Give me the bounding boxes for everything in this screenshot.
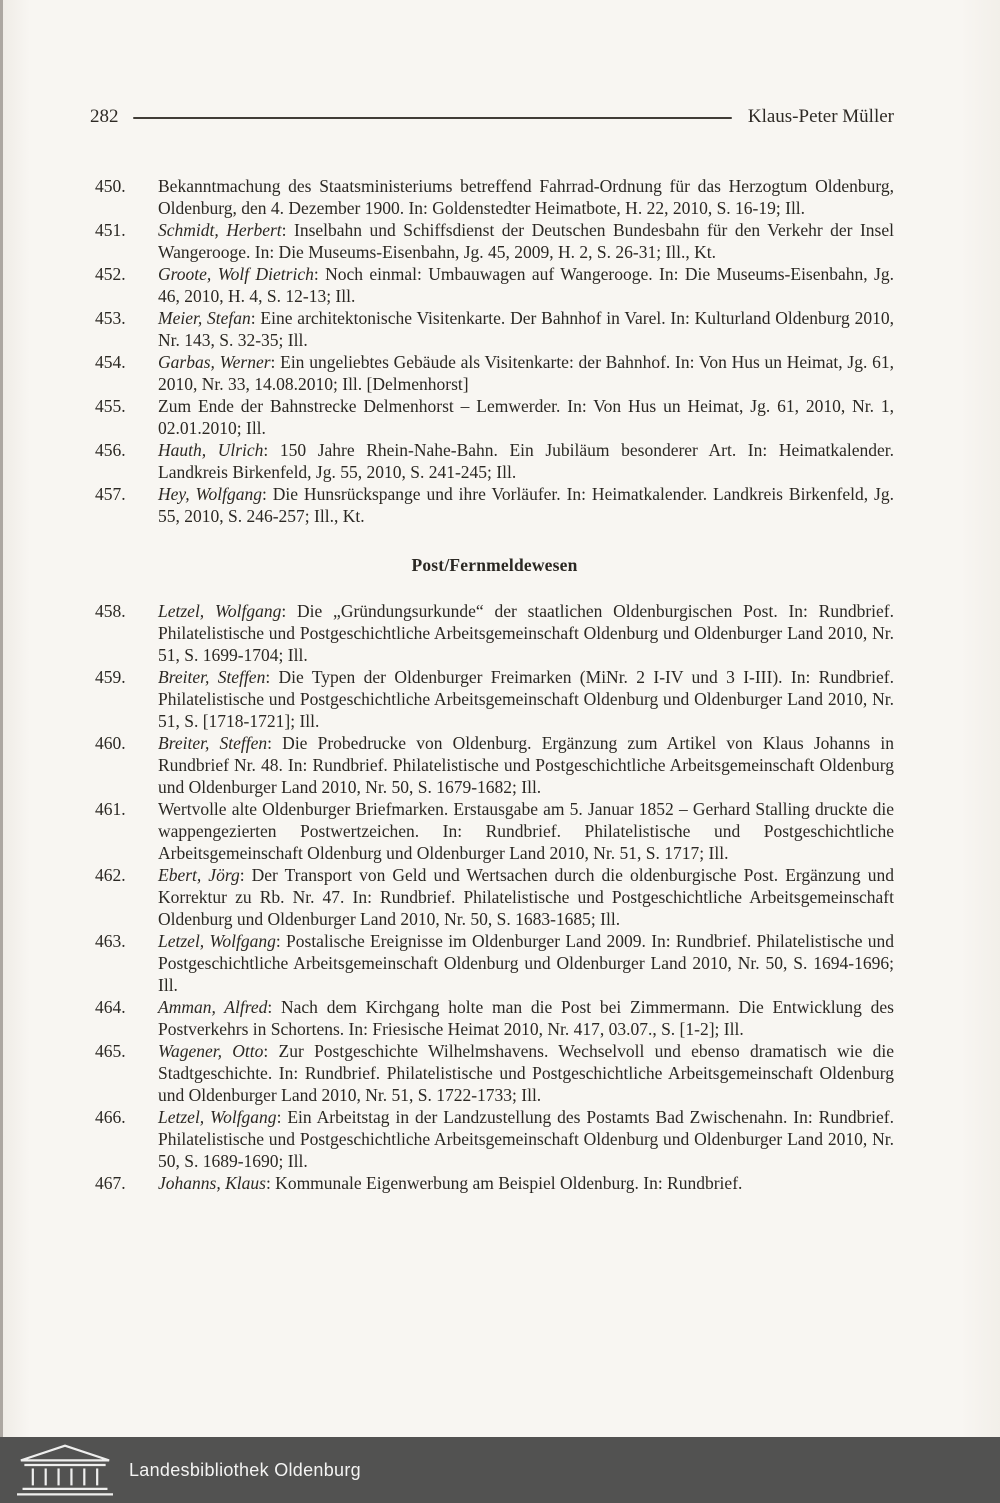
entry-text: : Die „Gründungsurkunde“ der staatlichen Oldenburgischen Post. In: Rundbrief. Philatelistische und Postgeschichtliche Arbeitsgemeinschaft Oldenburg und Oldenburger Land 2010, Nr. 51, S. 1699-1704; Ill.	[158, 601, 894, 665]
entry-author: Letzel, Wolfgang	[158, 1107, 277, 1127]
bibliography-entry	[95, 600, 894, 666]
entry-number: 467.	[95, 1173, 126, 1193]
entry-author: Schmidt, Herbert	[158, 220, 282, 240]
bibliography-entry	[95, 263, 894, 307]
bibliography-entry	[95, 864, 894, 930]
entry-author: Breiter, Steffen	[158, 667, 266, 687]
entry-author: Letzel, Wolfgang	[158, 601, 282, 621]
entry-body	[158, 666, 894, 732]
bibliography-entry	[95, 395, 894, 439]
footer-bar	[0, 1437, 1000, 1503]
section-heading: Post/Fernmeldewesen	[411, 555, 578, 575]
entry-body	[158, 175, 894, 219]
library-building-icon	[13, 1441, 117, 1499]
entry-author: Amman, Alfred	[158, 997, 268, 1017]
bibliography-entry	[95, 732, 894, 798]
entry-text: : Der Transport von Geld und Wertsachen durch die oldenburgische Post. Ergänzung und Korrektur zu Rb. Nr. 47. In: Rundbrief. Philatelistische und Postgeschichtliche Arbeitsgemeinschaft Oldenburg und Oldenburger Land 2010, Nr. 50, S. 1683-1685; Ill.	[158, 865, 894, 929]
entry-body	[158, 1106, 894, 1172]
entry-body	[158, 600, 894, 666]
entry-text: : 150 Jahre Rhein-Nahe-Bahn. Ein Jubiläum besonderer Art. In: Heimatkalender. Landkreis Birkenfeld, Jg. 55, 2010, S. 241-245; Ill.	[158, 440, 894, 482]
entry-text: Zum Ende der Bahnstrecke Delmenhorst – Lemwerder. In: Von Hus un Heimat, Jg. 61, 2010, Nr. 1, 02.01.2010; Ill.	[158, 396, 894, 438]
entry-author: Letzel, Wolfgang	[158, 931, 276, 951]
bibliography-entry	[95, 175, 894, 219]
entry-body	[158, 219, 894, 263]
entry-text: : Inselbahn und Schiffsdienst der Deutschen Bundesbahn für den Verkehr der Insel Wangerooge. In: Die Museums-Eisenbahn, Jg. 45, 2009, H. 2, S. 26-31; Ill., Kt.	[158, 220, 894, 262]
entry-text: : Nach dem Kirchgang holte man die Post bei Zimmermann. Die Entwicklung des Postverkehrs in Schortens. In: Friesische Heimat 2010, Nr. 417, 03.07., S. [1-2]; Ill.	[158, 997, 894, 1039]
entry-number: 455.	[95, 396, 126, 416]
bibliography-entry	[95, 798, 894, 864]
entry-number: 459.	[95, 667, 126, 687]
bibliography	[95, 175, 894, 1194]
entry-number: 458.	[95, 601, 126, 621]
entry-body	[158, 798, 894, 864]
bibliography-entry	[95, 996, 894, 1040]
entry-text: : Eine architektonische Visitenkarte. Der Bahnhof in Varel. In: Kulturland Oldenburg 2010, Nr. 143, S. 32-35; Ill.	[158, 308, 894, 350]
entry-author: Hey, Wolfgang	[158, 484, 262, 504]
entry-number: 452.	[95, 264, 126, 284]
entry-body	[158, 864, 894, 930]
entry-number: 454.	[95, 352, 126, 372]
entry-text: : Die Hunsrückspange und ihre Vorläufer. In: Heimatkalender. Landkreis Birkenfeld, Jg. 55, 2010, S. 246-257; Ill., Kt.	[158, 484, 894, 526]
entry-body	[158, 732, 894, 798]
entry-body	[158, 483, 894, 527]
entry-author: Meier, Stefan	[158, 308, 251, 328]
entry-body	[158, 263, 894, 307]
entry-author: Groote, Wolf Dietrich	[158, 264, 314, 284]
entry-author: Wagener, Otto	[158, 1041, 264, 1061]
entry-author: Garbas, Werner	[158, 352, 271, 372]
entry-number: 451.	[95, 220, 126, 240]
entry-author: Johanns, Klaus	[158, 1173, 266, 1193]
bibliography-entry	[95, 1172, 894, 1194]
entry-author: Ebert, Jörg	[158, 865, 240, 885]
entry-text: : Die Probedrucke von Oldenburg. Ergänzung zum Artikel von Klaus Johanns in Rundbrief Nr. 48. In: Rundbrief. Philatelistische und Postgeschichtliche Arbeitsgemeinschaft Oldenburg und Oldenburger Land 2010, Nr. 50, S. 1679-1682; Ill.	[158, 733, 894, 797]
entry-body	[158, 351, 894, 395]
entry-text: : Ein ungeliebtes Gebäude als Visitenkarte: der Bahnhof. In: Von Hus un Heimat, Jg. 61, 2010, Nr. 33, 14.08.2010; Ill. [Delmenhorst]	[158, 352, 894, 394]
page-number: 282	[90, 106, 119, 127]
entry-body	[158, 1172, 894, 1194]
entry-number: 466.	[95, 1107, 126, 1127]
bibliography-entry	[95, 439, 894, 483]
entry-text: : Kommunale Eigenwerbung am Beispiel Oldenburg. In: Rundbrief.	[265, 1173, 743, 1193]
entry-author: Breiter, Steffen	[158, 733, 268, 753]
entry-body	[158, 996, 894, 1040]
header-rule	[133, 117, 732, 119]
entry-body	[158, 307, 894, 351]
entry-number: 456.	[95, 440, 126, 460]
bibliography-entry	[95, 1106, 894, 1172]
entry-number: 460.	[95, 733, 126, 753]
entry-text: : Die Typen der Oldenburger Freimarken (MiNr. 2 I-IV und 3 I-III). In: Rundbrief. Philatelistische und Postgeschichtliche Arbeitsgemeinschaft Oldenburg und Oldenburger Land 2010, Nr. 51, S. [1718-1721]; Ill.	[158, 667, 894, 731]
entry-body	[158, 930, 894, 996]
entry-number: 463.	[95, 931, 126, 951]
page-header	[90, 106, 894, 128]
entry-text: : Postalische Ereignisse im Oldenburger Land 2009. In: Rundbrief. Philatelistische und Postgeschichtliche Arbeitsgemeinschaft Oldenburg und Oldenburger Land 2010, Nr. 50, S. 1694-1696; Ill.	[158, 931, 894, 995]
bibliography-entry	[95, 666, 894, 732]
entry-text: : Zur Postgeschichte Wilhelmshavens. Wechselvoll und ebenso dramatisch wie die Stadtgeschichte. In: Rundbrief. Philatelistische und Postgeschichtliche Arbeitsgemeinschaft Oldenburg und Oldenburger Land 2010, Nr. 51, S. 1722-1733; Ill.	[158, 1041, 894, 1105]
entry-text: Wertvolle alte Oldenburger Briefmarken. Erstausgabe am 5. Januar 1852 – Gerhard Stalling druckte die wappengezierten Postwertzeichen. In: Rundbrief. Philatelistische und Postgeschichtliche Arbeitsgemeinschaft Oldenburg und Oldenburger Land 2010, Nr. 51, S. 1717; Ill.	[158, 799, 894, 863]
bibliography-entry	[95, 1040, 894, 1106]
bibliography-entry	[95, 351, 894, 395]
entry-number: 461.	[95, 799, 126, 819]
entry-body	[158, 395, 894, 439]
entry-number: 465.	[95, 1041, 126, 1061]
entry-text: : Noch einmal: Umbauwagen auf Wangerooge. In: Die Museums-Eisenbahn, Jg. 46, 2010, H. 4, S. 12-13; Ill.	[158, 264, 894, 306]
entry-number: 457.	[95, 484, 126, 504]
entry-body	[158, 1040, 894, 1106]
entry-number: 464.	[95, 997, 126, 1017]
entry-number: 453.	[95, 308, 126, 328]
entry-text: Bekanntmachung des Staatsministeriums betreffend Fahrrad-Ordnung für das Herzogtum Oldenburg, Oldenburg, den 4. Dezember 1900. In: Goldenstedter Heimatbote, H. 22, 2010, S. 16-19; Ill.	[158, 176, 894, 218]
entry-body	[158, 439, 894, 483]
bibliography-entry	[95, 483, 894, 527]
running-title: Klaus-Peter Müller	[747, 106, 894, 127]
entry-author: Hauth, Ulrich	[158, 440, 264, 460]
bibliography-entry	[95, 219, 894, 263]
bibliography-entry	[95, 307, 894, 351]
entry-number: 450.	[95, 176, 126, 196]
library-name: Landesbibliothek Oldenburg	[129, 1459, 361, 1480]
bibliography-entry	[95, 930, 894, 996]
entry-number: 462.	[95, 865, 126, 885]
entry-text: : Ein Arbeitstag in der Landzustellung des Postamts Bad Zwischenahn. In: Rundbrief. Philatelistische und Postgeschichtliche Arbeitsgemeinschaft Oldenburg und Oldenburger Land 2010, Nr. 50, S. 1689-1690; Ill.	[158, 1107, 894, 1171]
